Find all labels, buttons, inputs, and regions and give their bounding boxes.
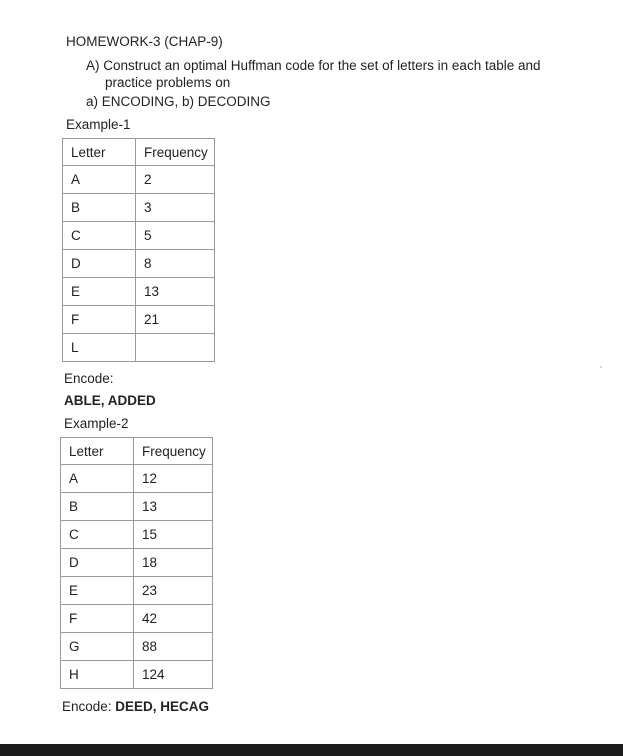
example-1-encode-label: Encode: [64,371,114,386]
table-header-row [61,438,213,465]
frequency-cell [136,334,215,362]
frequency-cell: 13 [136,278,215,306]
letter-cell: G [61,633,134,661]
letter-cell: B [61,493,134,521]
example-2-label: Example-2 [64,416,129,431]
letter-cell: F [63,306,136,334]
frequency-cell: 23 [134,577,213,605]
letter-cell: C [61,521,134,549]
table-row [61,605,213,633]
letter-cell: D [61,549,134,577]
table-row [61,521,213,549]
column-header-frequency: Frequency [134,438,213,465]
letter-cell: E [63,278,136,306]
table-row [61,577,213,605]
table-header-row [63,139,215,166]
frequency-cell: 5 [136,222,215,250]
table-row [63,250,215,278]
letter-cell: C [63,222,136,250]
example-1-table [62,138,215,362]
table-row [63,334,215,362]
table-row [61,465,213,493]
instruction-line-3: a) ENCODING, b) DECODING [86,94,271,109]
letter-cell: F [61,605,134,633]
bottom-edge-bar [0,744,623,756]
frequency-cell: 18 [134,549,213,577]
instruction-line-1: A) Construct an optimal Huffman code for the set of letters in each table and [86,58,541,73]
example-2-encode-words: DEED, HECAG [115,699,210,714]
table-row [61,493,213,521]
example-2-encode-line [62,699,209,715]
frequency-cell: 12 [134,465,213,493]
frequency-cell: 88 [134,633,213,661]
table-row [63,278,215,306]
table-row [61,661,213,689]
instruction-line-2: practice problems on [105,75,231,90]
page-title: HOMEWORK-3 (CHAP-9) [66,34,223,49]
example-2-table [60,437,213,689]
letter-cell: D [63,250,136,278]
letter-cell: H [61,661,134,689]
frequency-cell: 124 [134,661,213,689]
column-header-frequency: Frequency [136,139,215,166]
frequency-cell: 2 [136,166,215,194]
table-row [63,194,215,222]
letter-cell: L [63,334,136,362]
table-row [61,549,213,577]
column-header-letter: Letter [61,438,134,465]
frequency-cell: 42 [134,605,213,633]
frequency-cell: 8 [136,250,215,278]
table-row [63,222,215,250]
example-1-label: Example-1 [66,117,131,132]
column-header-letter: Letter [63,139,136,166]
scan-speck [600,366,602,368]
frequency-cell: 21 [136,306,215,334]
letter-cell: B [63,194,136,222]
frequency-cell: 13 [134,493,213,521]
example-2-encode-label: Encode: [62,699,116,714]
letter-cell: E [61,577,134,605]
table-row [63,306,215,334]
example-1-encode-words: ABLE, ADDED [64,393,156,408]
frequency-cell: 3 [136,194,215,222]
frequency-cell: 15 [134,521,213,549]
table-row [61,633,213,661]
letter-cell: A [61,465,134,493]
letter-cell: A [63,166,136,194]
table-row [63,166,215,194]
